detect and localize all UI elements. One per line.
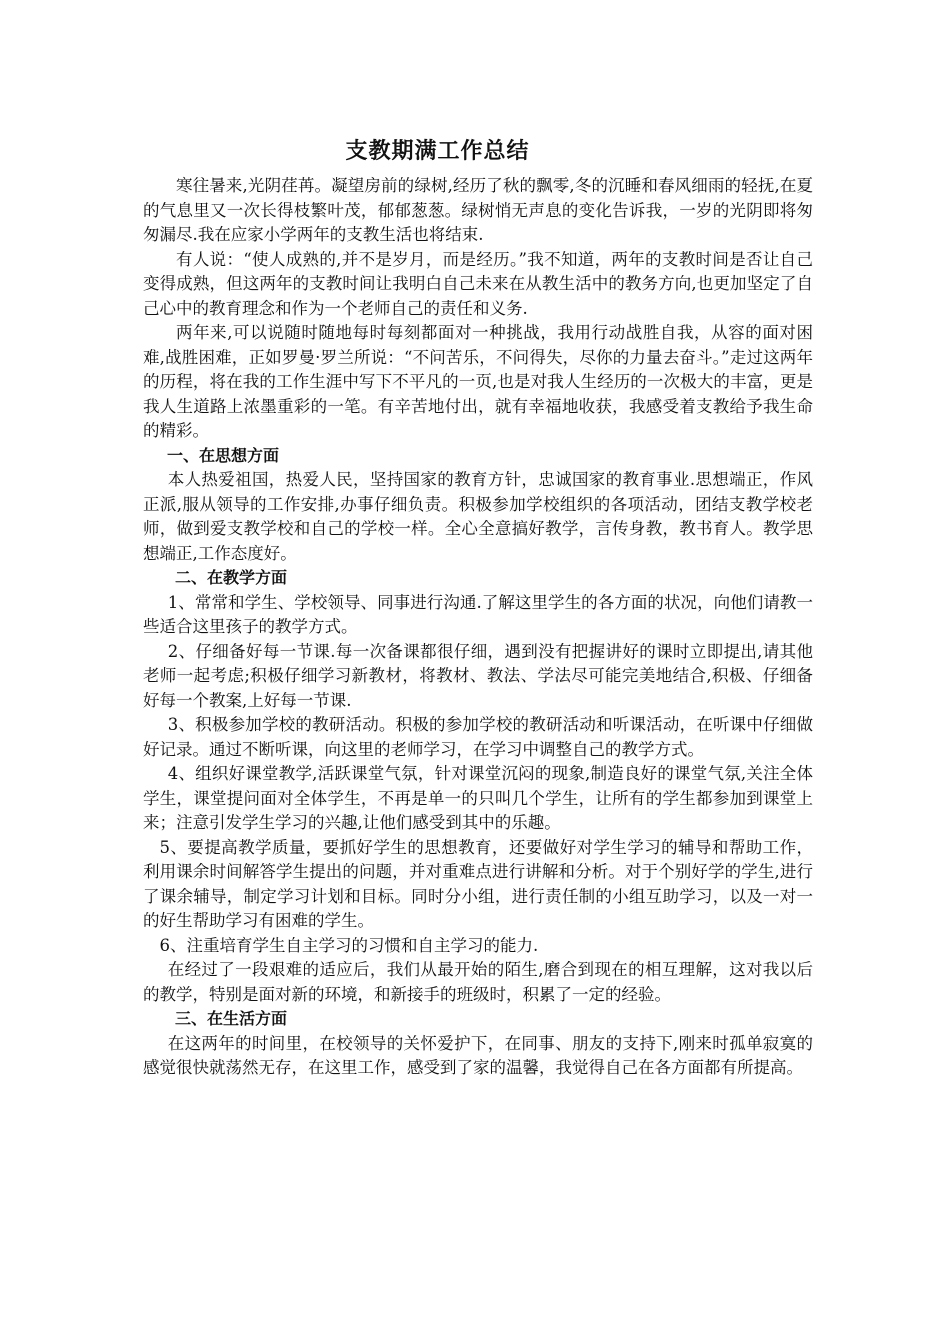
section-text-life: 在这两年的时间里，在校领导的关怀爱护下，在同事、朋友的支持下,刚来时孤单寂寞的感觉很快就荡然无存，在这里工作，感受到了家的温馨，我觉得自己在各方面都有所提高。 bbox=[143, 1033, 813, 1077]
teaching-item-1: 1、常常和学生、学校领导、同事进行沟通.了解这里学生的各方面的状况，向他们请教一些适合这里孩子的教学方式。 bbox=[143, 592, 813, 636]
intro-paragraph-3: 两年来,可以说随时随地每时每刻都面对一种挑战，我用行动战胜自我，从容的面对困难,战胜困难，正如罗曼·罗兰所说：“不问苦乐，不问得失，尽你的力量去奋斗。”走过这两年的历程，将在我的工作生涯中写下不平凡的一页,也是对我人生经历的一次极大的丰富，更是我人生道路上浓墨重彩的一笔。有辛苦地付出，就有幸福地收获，我感受着支教给予我生命的精彩。 bbox=[143, 323, 813, 440]
document-body bbox=[143, 174, 813, 1081]
teaching-item-2: 2、仔细备好每一节课.每一次备课都很仔细，遇到没有把握讲好的课时立即提出,请其他老师一起考虑;积极仔细学习新教材，将教材、教法、学法尽可能完美地结合,积极、仔细备好每一个教案,上好每一节课. bbox=[143, 641, 813, 710]
section-heading-life: 三、在生活方面 bbox=[175, 1009, 288, 1028]
section-text-thought: 本人热爱祖国，热爱人民，坚持国家的教育方针，忠诚国家的教育事业.思想端正，作风正派,服从领导的工作安排,办事仔细负责。积极参加学校组织的各项活动，团结支教学校老师，做到爱支教学校和自己的学校一样。全心全意搞好教学，言传身教，教书育人。教学思想端正,工作态度好。 bbox=[143, 470, 813, 563]
teaching-item-4: 4、组织好课堂教学,活跃课堂气氛，针对课堂沉闷的现象,制造良好的课堂气氛,关注全体学生，课堂提问面对全体学生，不再是单一的只叫几个学生，让所有的学生都参加到课堂上来；注意引发学生学习的兴趣,让他们感受到其中的乐趣。 bbox=[143, 764, 813, 832]
teaching-item-6: 6、注重培育学生自主学习的习惯和自主学习的能力. bbox=[159, 935, 539, 955]
document-title: 支教期满工作总结 bbox=[345, 139, 530, 164]
section-heading-teaching: 二、在教学方面 bbox=[175, 568, 288, 587]
section-heading-thought: 一、在思想方面 bbox=[167, 445, 280, 465]
intro-paragraph-2: 有人说：“使人成熟的,并不是岁月，而是经历。”我不知道，两年的支教时间是否让自己变得成熟，但这两年的支教时间让我明白自己未来在从教生活中的教务方向,也更加坚定了自己心中的教育理念和作为一个老师自己的责任和义务. bbox=[143, 249, 813, 318]
intro-paragraph-1: 寒往暑来,光阴荏苒。凝望房前的绿树,经历了秋的飘零,冬的沉睡和春风细雨的轻抚,在夏的气息里又一次长得枝繁叶茂，郁郁葱葱。绿树悄无声息的变化告诉我，一岁的光阴即将匆匆漏尽.我在应家小学两年的支教生活也将结束. bbox=[143, 176, 813, 244]
teaching-closing: 在经过了一段艰难的适应后，我们从最开始的陌生,磨合到现在的相互理解，这对我以后的教学，特别是面对新的环境，和新接手的班级时，积累了一定的经验。 bbox=[143, 960, 813, 1004]
teaching-item-5: 5、要提高教学质量，要抓好学生的思想教育，还要做好对学生学习的辅导和帮助工作，利用课余时间解答学生提出的问题，并对重难点进行讲解和分析。对于个别好学的学生,进行了课余辅导，制定学习计划和目标。同时分小组，进行责任制的小组互助学习，以及一对一的好生帮助学习有困难的学生。 bbox=[143, 837, 813, 930]
teaching-item-3: 3、积极参加学校的教研活动。积极的参加学校的教研活动和听课活动，在听课中仔细做好记录。通过不断听课，向这里的老师学习，在学习中调整自己的教学方式。 bbox=[143, 715, 813, 759]
